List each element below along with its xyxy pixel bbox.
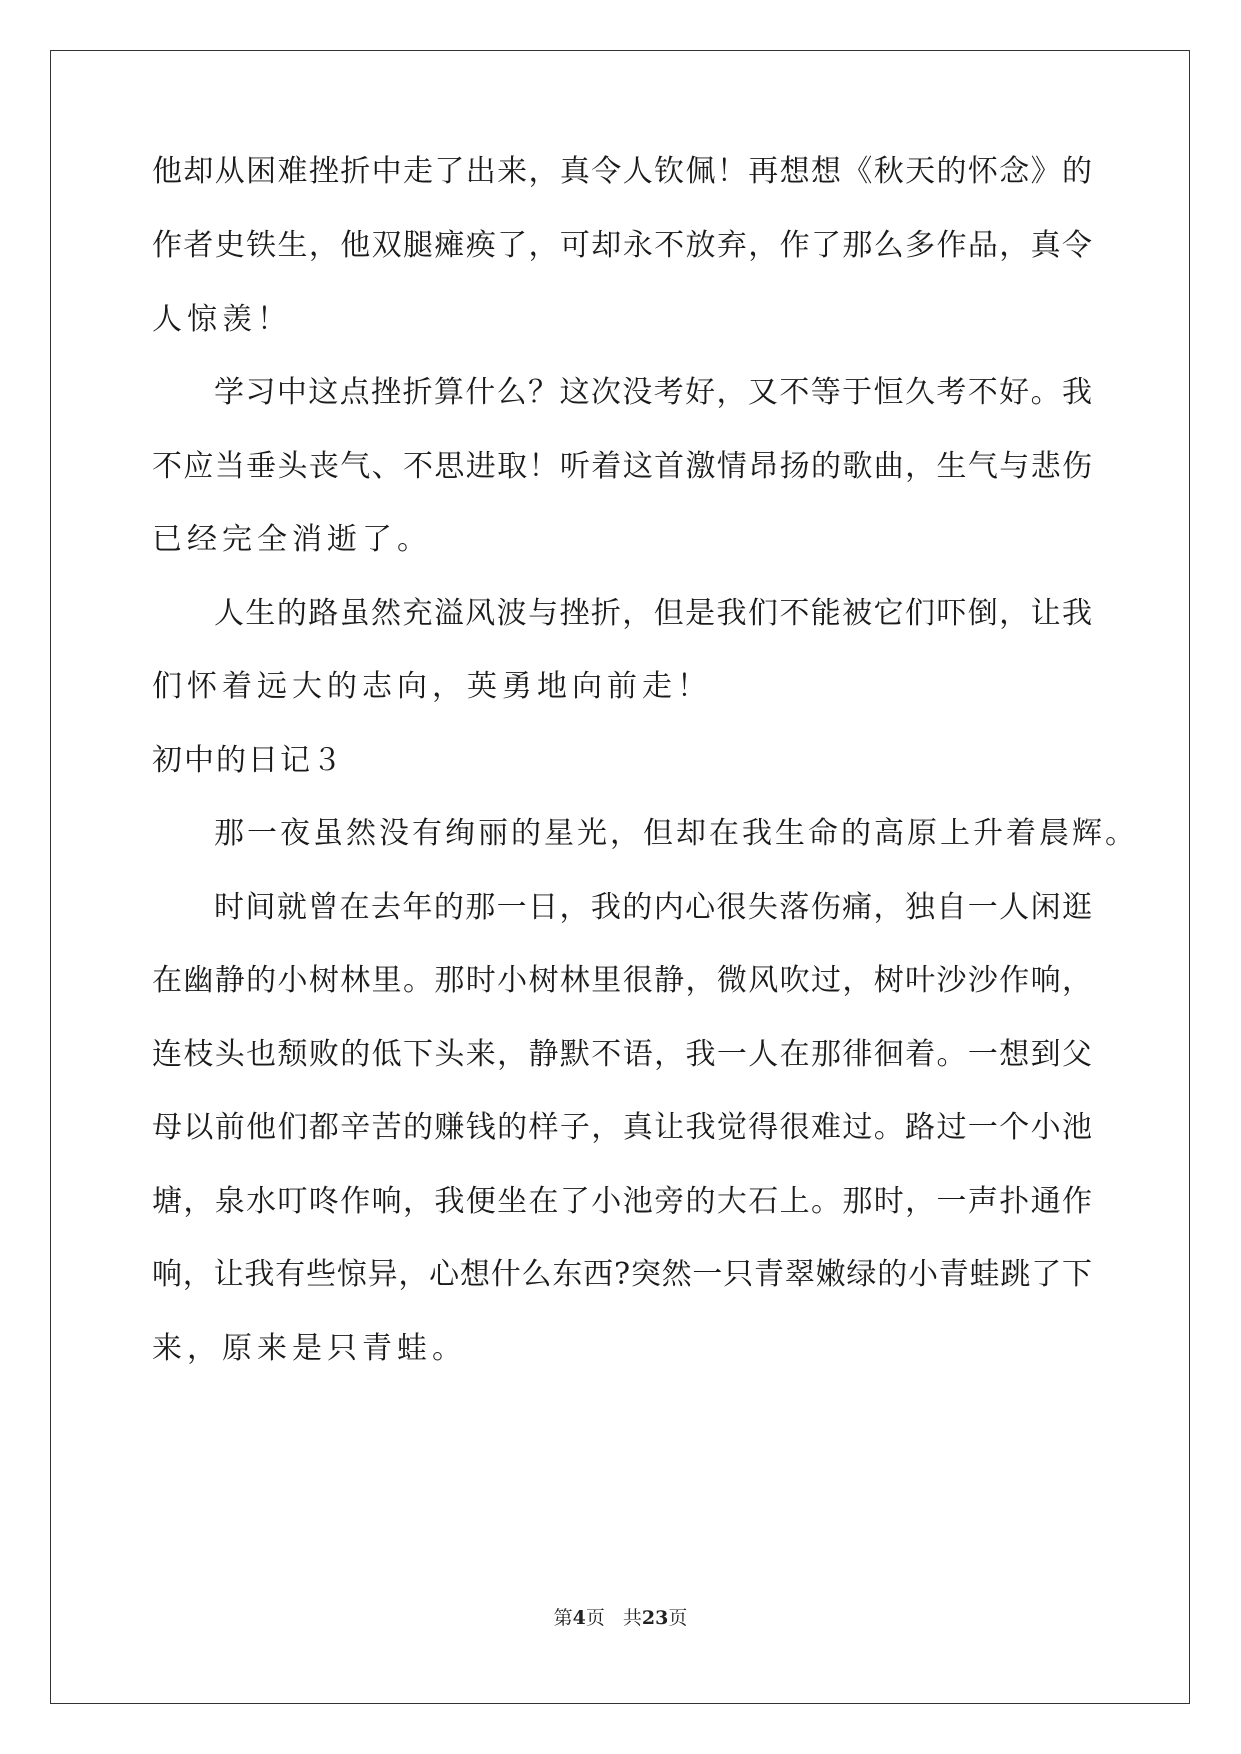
footer-page-suffix: 页 xyxy=(585,1607,605,1629)
total-pages: 23 xyxy=(641,1607,669,1629)
text-line: 已经完全消逝了。 xyxy=(152,522,432,557)
page-border xyxy=(50,50,1190,1704)
text-line: 母以前他们都辛苦的赚钱的样子，真让我觉得很难过。路过一个小池 xyxy=(152,1110,1092,1145)
paragraph-first-line: 时间就曾在去年的那一日，我的内心很失落伤痛，独自一人闲逛 xyxy=(214,890,1092,925)
footer-total-prefix: 共 xyxy=(622,1607,642,1629)
text-line: 不应当垂头丧气、不思进取！听着这首激情昂扬的歌曲，生气与悲伤 xyxy=(152,449,1092,484)
text-line: 作者史铁生，他双腿瘫痪了，可却永不放弃，作了那么多作品，真令 xyxy=(152,228,1092,263)
page-number: 4 xyxy=(572,1607,586,1629)
text-line: 连枝头也颓败的低下头来，静默不语，我一人在那徘徊着。一想到父 xyxy=(152,1037,1092,1072)
paragraph-first-line: 学习中这点挫折算什么？这次没考好，又不等于恒久考不好。我 xyxy=(214,375,1092,410)
footer-prefix: 第 xyxy=(553,1607,573,1629)
paragraph-first-line: 人生的路虽然充溢风波与挫折，但是我们不能被它们吓倒，让我 xyxy=(214,596,1092,631)
text-line: 在幽静的小树林里。那时小树林里很静，微风吹过，树叶沙沙作响， xyxy=(152,963,1092,998)
text-line: 响，让我有些惊异，心想什么东西?突然一只青翠嫩绿的小青蛙跳了下 xyxy=(152,1257,1092,1292)
page-footer xyxy=(0,1606,1241,1630)
text-line: 他却从困难挫折中走了出来，真令人钦佩！再想想《秋天的怀念》的 xyxy=(152,154,1092,189)
text-line: 来，原来是只青蛙。 xyxy=(152,1331,467,1366)
footer-total-suffix: 页 xyxy=(668,1607,688,1629)
text-line: 塘，泉水叮咚作响，我便坐在了小池旁的大石上。那时，一声扑通作 xyxy=(152,1184,1092,1219)
paragraph-first-line: 那一夜虽然没有绚丽的星光，但却在我生命的高原上升着晨辉。 xyxy=(214,816,1138,851)
section-heading: 初中的日记３ xyxy=(152,743,344,778)
text-line: 们怀着远大的志向，英勇地向前走！ xyxy=(152,669,712,704)
text-line: 人惊羡！ xyxy=(152,302,292,337)
